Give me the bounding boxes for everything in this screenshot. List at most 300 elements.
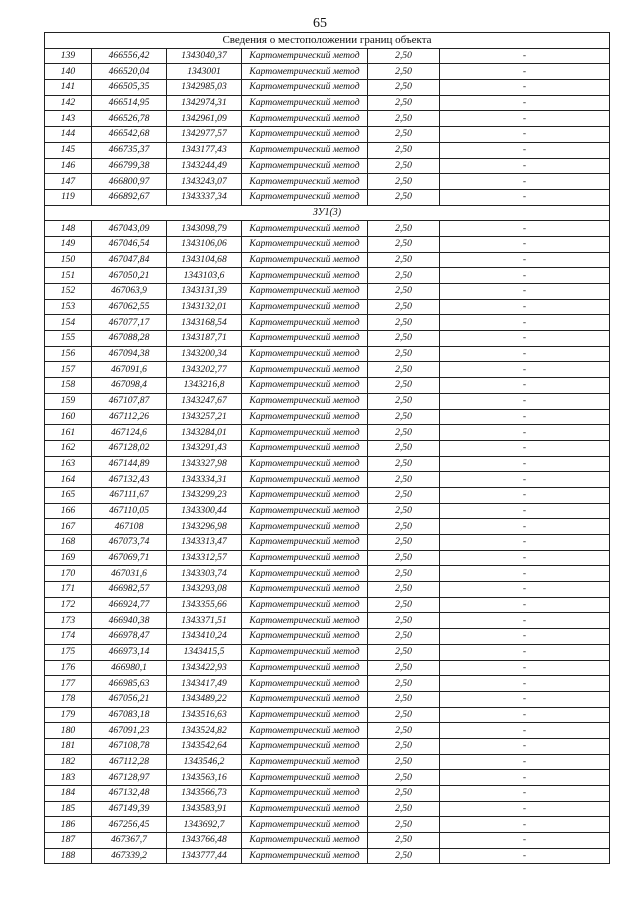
y-coordinate-cell: 1343313,47 — [167, 535, 242, 551]
description-cell: - — [440, 236, 610, 252]
table-row — [45, 770, 610, 786]
x-coordinate-cell: 467367,7 — [92, 833, 167, 849]
y-coordinate-cell: 1343583,91 — [167, 801, 242, 817]
method-cell: Картометрический метод — [242, 95, 368, 111]
point-number-cell: 178 — [45, 691, 92, 707]
accuracy-cell: 2,50 — [368, 409, 440, 425]
accuracy-cell: 2,50 — [368, 80, 440, 96]
table-row — [45, 378, 610, 394]
x-coordinate-cell: 467108,78 — [92, 738, 167, 754]
description-cell: - — [440, 738, 610, 754]
table-row — [45, 95, 610, 111]
table-row — [45, 236, 610, 252]
method-cell: Картометрический метод — [242, 723, 368, 739]
x-coordinate-cell: 466526,78 — [92, 111, 167, 127]
description-cell: - — [440, 189, 610, 205]
description-cell: - — [440, 629, 610, 645]
y-coordinate-cell: 1343106,06 — [167, 236, 242, 252]
method-cell: Картометрический метод — [242, 236, 368, 252]
table-row — [45, 801, 610, 817]
y-coordinate-cell: 1343168,54 — [167, 315, 242, 331]
y-coordinate-cell: 1343296,98 — [167, 519, 242, 535]
x-coordinate-cell: 467132,48 — [92, 786, 167, 802]
accuracy-cell: 2,50 — [368, 723, 440, 739]
y-coordinate-cell: 1343766,48 — [167, 833, 242, 849]
method-cell: Картометрический метод — [242, 817, 368, 833]
y-coordinate-cell: 1343417,49 — [167, 676, 242, 692]
description-cell: - — [440, 723, 610, 739]
point-number-cell: 184 — [45, 786, 92, 802]
description-cell: - — [440, 848, 610, 864]
point-number-cell: 170 — [45, 566, 92, 582]
accuracy-cell: 2,50 — [368, 503, 440, 519]
y-coordinate-cell: 1343216,8 — [167, 378, 242, 394]
accuracy-cell: 2,50 — [368, 440, 440, 456]
y-coordinate-cell: 1343257,21 — [167, 409, 242, 425]
method-cell: Картометрический метод — [242, 550, 368, 566]
description-cell: - — [440, 378, 610, 394]
point-number-cell: 139 — [45, 48, 92, 64]
accuracy-cell: 2,50 — [368, 597, 440, 613]
point-number-cell: 155 — [45, 331, 92, 347]
y-coordinate-cell: 1343303,74 — [167, 566, 242, 582]
table-row — [45, 174, 610, 190]
accuracy-cell: 2,50 — [368, 393, 440, 409]
x-coordinate-cell: 467339,2 — [92, 848, 167, 864]
y-coordinate-cell: 1343410,24 — [167, 629, 242, 645]
description-cell: - — [440, 817, 610, 833]
description-cell: - — [440, 519, 610, 535]
point-number-cell: 161 — [45, 425, 92, 441]
method-cell: Картометрический метод — [242, 456, 368, 472]
x-coordinate-cell: 466505,35 — [92, 80, 167, 96]
x-coordinate-cell: 466985,63 — [92, 676, 167, 692]
y-coordinate-cell: 1343040,37 — [167, 48, 242, 64]
description-cell: - — [440, 158, 610, 174]
point-number-cell: 164 — [45, 472, 92, 488]
table-row — [45, 597, 610, 613]
y-coordinate-cell: 1343187,71 — [167, 331, 242, 347]
method-cell: Картометрический метод — [242, 80, 368, 96]
description-cell: - — [440, 315, 610, 331]
method-cell: Картометрический метод — [242, 362, 368, 378]
accuracy-cell: 2,50 — [368, 519, 440, 535]
y-coordinate-cell: 1342977,57 — [167, 127, 242, 143]
method-cell: Картометрический метод — [242, 346, 368, 362]
accuracy-cell: 2,50 — [368, 707, 440, 723]
point-number-cell: 173 — [45, 613, 92, 629]
point-number-cell: 183 — [45, 770, 92, 786]
method-cell: Картометрический метод — [242, 189, 368, 205]
point-number-cell: 150 — [45, 252, 92, 268]
accuracy-cell: 2,50 — [368, 833, 440, 849]
y-coordinate-cell: 1342985,03 — [167, 80, 242, 96]
table-row — [45, 519, 610, 535]
point-number-cell: 174 — [45, 629, 92, 645]
x-coordinate-cell: 467046,54 — [92, 236, 167, 252]
point-number-cell: 149 — [45, 236, 92, 252]
x-coordinate-cell: 467091,6 — [92, 362, 167, 378]
x-coordinate-cell: 467073,74 — [92, 535, 167, 551]
y-coordinate-cell: 1343104,68 — [167, 252, 242, 268]
x-coordinate-cell: 467091,23 — [92, 723, 167, 739]
y-coordinate-cell: 1343098,79 — [167, 221, 242, 237]
description-cell: - — [440, 676, 610, 692]
accuracy-cell: 2,50 — [368, 331, 440, 347]
accuracy-cell: 2,50 — [368, 284, 440, 300]
accuracy-cell: 2,50 — [368, 801, 440, 817]
page-number: 65 — [313, 16, 327, 31]
table-row — [45, 535, 610, 551]
description-cell: - — [440, 393, 610, 409]
table-row — [45, 848, 610, 864]
point-number-cell: 177 — [45, 676, 92, 692]
table-row — [45, 676, 610, 692]
description-cell: - — [440, 299, 610, 315]
accuracy-cell: 2,50 — [368, 315, 440, 331]
description-cell: - — [440, 535, 610, 551]
accuracy-cell: 2,50 — [368, 299, 440, 315]
table-row — [45, 629, 610, 645]
method-cell: Картометрический метод — [242, 252, 368, 268]
y-coordinate-cell: 1343200,34 — [167, 346, 242, 362]
y-coordinate-cell: 1343299,23 — [167, 487, 242, 503]
point-number-cell: 143 — [45, 111, 92, 127]
table-row — [45, 331, 610, 347]
method-cell: Картометрический метод — [242, 676, 368, 692]
point-number-cell: 146 — [45, 158, 92, 174]
point-number-cell: 145 — [45, 142, 92, 158]
table-row — [45, 268, 610, 284]
point-number-cell: 181 — [45, 738, 92, 754]
method-cell: Картометрический метод — [242, 111, 368, 127]
point-number-cell: 153 — [45, 299, 92, 315]
method-cell: Картометрический метод — [242, 331, 368, 347]
method-cell: Картометрический метод — [242, 786, 368, 802]
y-coordinate-cell: 1343337,34 — [167, 189, 242, 205]
point-number-cell: 157 — [45, 362, 92, 378]
table-row — [45, 393, 610, 409]
table-row — [45, 691, 610, 707]
y-coordinate-cell: 1343291,43 — [167, 440, 242, 456]
method-cell: Картометрический метод — [242, 487, 368, 503]
point-number-cell: 162 — [45, 440, 92, 456]
description-cell: - — [440, 786, 610, 802]
description-cell: - — [440, 770, 610, 786]
description-cell: - — [440, 142, 610, 158]
description-cell: - — [440, 440, 610, 456]
y-coordinate-cell: 1342961,09 — [167, 111, 242, 127]
method-cell: Картометрический метод — [242, 597, 368, 613]
description-cell: - — [440, 644, 610, 660]
x-coordinate-cell: 467112,28 — [92, 754, 167, 770]
description-cell: - — [440, 221, 610, 237]
method-cell: Картометрический метод — [242, 268, 368, 284]
y-coordinate-cell: 1343132,01 — [167, 299, 242, 315]
x-coordinate-cell: 466735,37 — [92, 142, 167, 158]
y-coordinate-cell: 1343327,98 — [167, 456, 242, 472]
description-cell: - — [440, 284, 610, 300]
table-row — [45, 252, 610, 268]
x-coordinate-cell: 466799,38 — [92, 158, 167, 174]
x-coordinate-cell: 467056,21 — [92, 691, 167, 707]
point-number-cell: 171 — [45, 582, 92, 598]
point-number-cell: 166 — [45, 503, 92, 519]
table-row — [45, 644, 610, 660]
description-cell: - — [440, 566, 610, 582]
x-coordinate-cell: 466980,1 — [92, 660, 167, 676]
method-cell: Картометрический метод — [242, 393, 368, 409]
y-coordinate-cell: 1343293,08 — [167, 582, 242, 598]
accuracy-cell: 2,50 — [368, 550, 440, 566]
method-cell: Картометрический метод — [242, 660, 368, 676]
x-coordinate-cell: 467069,71 — [92, 550, 167, 566]
table-row — [45, 503, 610, 519]
method-cell: Картометрический метод — [242, 48, 368, 64]
accuracy-cell: 2,50 — [368, 362, 440, 378]
y-coordinate-cell: 1343177,43 — [167, 142, 242, 158]
accuracy-cell: 2,50 — [368, 738, 440, 754]
method-cell: Картометрический метод — [242, 221, 368, 237]
table-row — [45, 299, 610, 315]
description-cell: - — [440, 660, 610, 676]
method-cell: Картометрический метод — [242, 833, 368, 849]
method-cell: Картометрический метод — [242, 691, 368, 707]
table-row — [45, 472, 610, 488]
point-number-cell: 180 — [45, 723, 92, 739]
table-row — [45, 566, 610, 582]
accuracy-cell: 2,50 — [368, 425, 440, 441]
description-cell: - — [440, 268, 610, 284]
x-coordinate-cell: 467088,28 — [92, 331, 167, 347]
point-number-cell: 169 — [45, 550, 92, 566]
y-coordinate-cell: 1343542,64 — [167, 738, 242, 754]
y-coordinate-cell: 1343566,73 — [167, 786, 242, 802]
description-cell: - — [440, 487, 610, 503]
table-title: Сведения о местоположении границ объекта — [45, 33, 610, 49]
point-number-cell: 156 — [45, 346, 92, 362]
method-cell: Картометрический метод — [242, 472, 368, 488]
point-number-cell: 167 — [45, 519, 92, 535]
y-coordinate-cell: 1343777,44 — [167, 848, 242, 864]
x-coordinate-cell: 467110,05 — [92, 503, 167, 519]
method-cell: Картометрический метод — [242, 284, 368, 300]
accuracy-cell: 2,50 — [368, 221, 440, 237]
accuracy-cell: 2,50 — [368, 236, 440, 252]
boundary-table — [44, 32, 610, 864]
x-coordinate-cell: 467031,6 — [92, 566, 167, 582]
table-row — [45, 738, 610, 754]
table-row — [45, 48, 610, 64]
accuracy-cell: 2,50 — [368, 346, 440, 362]
method-cell: Картометрический метод — [242, 299, 368, 315]
point-number-cell: 158 — [45, 378, 92, 394]
x-coordinate-cell: 467111,67 — [92, 487, 167, 503]
y-coordinate-cell: 1343546,2 — [167, 754, 242, 770]
method-cell: Картометрический метод — [242, 707, 368, 723]
y-coordinate-cell: 1342974,31 — [167, 95, 242, 111]
x-coordinate-cell: 467047,84 — [92, 252, 167, 268]
accuracy-cell: 2,50 — [368, 268, 440, 284]
table-row — [45, 221, 610, 237]
x-coordinate-cell: 466514,95 — [92, 95, 167, 111]
accuracy-cell: 2,50 — [368, 786, 440, 802]
accuracy-cell: 2,50 — [368, 472, 440, 488]
y-coordinate-cell: 1343355,66 — [167, 597, 242, 613]
accuracy-cell: 2,50 — [368, 158, 440, 174]
accuracy-cell: 2,50 — [368, 378, 440, 394]
y-coordinate-cell: 1343563,16 — [167, 770, 242, 786]
y-coordinate-cell: 1343243,07 — [167, 174, 242, 190]
x-coordinate-cell: 467128,02 — [92, 440, 167, 456]
accuracy-cell: 2,50 — [368, 456, 440, 472]
point-number-cell: 175 — [45, 644, 92, 660]
x-coordinate-cell: 467083,18 — [92, 707, 167, 723]
description-cell: - — [440, 754, 610, 770]
point-number-cell: 185 — [45, 801, 92, 817]
x-coordinate-cell: 466973,14 — [92, 644, 167, 660]
accuracy-cell: 2,50 — [368, 582, 440, 598]
point-number-cell: 179 — [45, 707, 92, 723]
description-cell: - — [440, 597, 610, 613]
x-coordinate-cell: 467077,17 — [92, 315, 167, 331]
accuracy-cell: 2,50 — [368, 754, 440, 770]
point-number-cell: 119 — [45, 189, 92, 205]
y-coordinate-cell: 1343524,82 — [167, 723, 242, 739]
y-coordinate-cell: 1343001 — [167, 64, 242, 80]
method-cell: Картометрический метод — [242, 378, 368, 394]
method-cell: Картометрический метод — [242, 629, 368, 645]
description-cell: - — [440, 95, 610, 111]
x-coordinate-cell: 466542,68 — [92, 127, 167, 143]
description-cell: - — [440, 64, 610, 80]
y-coordinate-cell: 1343516,63 — [167, 707, 242, 723]
x-coordinate-cell: 467063,9 — [92, 284, 167, 300]
table-row — [45, 346, 610, 362]
table-row — [45, 786, 610, 802]
point-number-cell: 165 — [45, 487, 92, 503]
table-title-row — [45, 33, 610, 49]
x-coordinate-cell: 467144,89 — [92, 456, 167, 472]
table-row — [45, 707, 610, 723]
accuracy-cell: 2,50 — [368, 629, 440, 645]
description-cell: - — [440, 111, 610, 127]
table-row — [45, 111, 610, 127]
description-cell: - — [440, 331, 610, 347]
y-coordinate-cell: 1343371,51 — [167, 613, 242, 629]
accuracy-cell: 2,50 — [368, 676, 440, 692]
description-cell: - — [440, 127, 610, 143]
x-coordinate-cell: 467112,26 — [92, 409, 167, 425]
description-cell: - — [440, 833, 610, 849]
x-coordinate-cell: 466892,67 — [92, 189, 167, 205]
y-coordinate-cell: 1343422,93 — [167, 660, 242, 676]
x-coordinate-cell: 467132,43 — [92, 472, 167, 488]
accuracy-cell: 2,50 — [368, 770, 440, 786]
method-cell: Картометрический метод — [242, 315, 368, 331]
accuracy-cell: 2,50 — [368, 848, 440, 864]
description-cell: - — [440, 48, 610, 64]
description-cell: - — [440, 252, 610, 268]
point-number-cell: 172 — [45, 597, 92, 613]
table-row — [45, 440, 610, 456]
x-coordinate-cell: 467128,97 — [92, 770, 167, 786]
description-cell: - — [440, 456, 610, 472]
y-coordinate-cell: 1343489,22 — [167, 691, 242, 707]
table-row — [45, 550, 610, 566]
method-cell: Картометрический метод — [242, 127, 368, 143]
x-coordinate-cell: 466520,04 — [92, 64, 167, 80]
description-cell: - — [440, 409, 610, 425]
point-number-cell: 154 — [45, 315, 92, 331]
method-cell: Картометрический метод — [242, 519, 368, 535]
y-coordinate-cell: 1343244,49 — [167, 158, 242, 174]
point-number-cell: 182 — [45, 754, 92, 770]
y-coordinate-cell: 1343300,44 — [167, 503, 242, 519]
accuracy-cell: 2,50 — [368, 95, 440, 111]
table-row — [45, 723, 610, 739]
y-coordinate-cell: 1343103,6 — [167, 268, 242, 284]
accuracy-cell: 2,50 — [368, 566, 440, 582]
point-number-cell: 142 — [45, 95, 92, 111]
description-cell: - — [440, 707, 610, 723]
accuracy-cell: 2,50 — [368, 64, 440, 80]
method-cell: Картометрический метод — [242, 613, 368, 629]
section-label: ЗУ1(3) — [45, 205, 610, 221]
method-cell: Картометрический метод — [242, 566, 368, 582]
x-coordinate-cell: 467094,38 — [92, 346, 167, 362]
table-row — [45, 582, 610, 598]
table-row — [45, 425, 610, 441]
point-number-cell: 151 — [45, 268, 92, 284]
point-number-cell: 187 — [45, 833, 92, 849]
method-cell: Картометрический метод — [242, 801, 368, 817]
method-cell: Картометрический метод — [242, 142, 368, 158]
accuracy-cell: 2,50 — [368, 487, 440, 503]
accuracy-cell: 2,50 — [368, 613, 440, 629]
point-number-cell: 141 — [45, 80, 92, 96]
accuracy-cell: 2,50 — [368, 817, 440, 833]
method-cell: Картометрический метод — [242, 158, 368, 174]
description-cell: - — [440, 550, 610, 566]
x-coordinate-cell: 467062,55 — [92, 299, 167, 315]
x-coordinate-cell: 466556,42 — [92, 48, 167, 64]
method-cell: Картометрический метод — [242, 409, 368, 425]
x-coordinate-cell: 467050,21 — [92, 268, 167, 284]
x-coordinate-cell: 466924,77 — [92, 597, 167, 613]
y-coordinate-cell: 1343284,01 — [167, 425, 242, 441]
point-number-cell: 188 — [45, 848, 92, 864]
point-number-cell: 159 — [45, 393, 92, 409]
point-number-cell: 152 — [45, 284, 92, 300]
table-row — [45, 362, 610, 378]
table-row — [45, 315, 610, 331]
y-coordinate-cell: 1343202,77 — [167, 362, 242, 378]
x-coordinate-cell: 467107,87 — [92, 393, 167, 409]
point-number-cell: 176 — [45, 660, 92, 676]
y-coordinate-cell: 1343334,31 — [167, 472, 242, 488]
description-cell: - — [440, 613, 610, 629]
point-number-cell: 163 — [45, 456, 92, 472]
point-number-cell: 148 — [45, 221, 92, 237]
accuracy-cell: 2,50 — [368, 48, 440, 64]
table-row — [45, 284, 610, 300]
table-row — [45, 189, 610, 205]
accuracy-cell: 2,50 — [368, 691, 440, 707]
accuracy-cell: 2,50 — [368, 535, 440, 551]
x-coordinate-cell: 466982,57 — [92, 582, 167, 598]
description-cell: - — [440, 362, 610, 378]
